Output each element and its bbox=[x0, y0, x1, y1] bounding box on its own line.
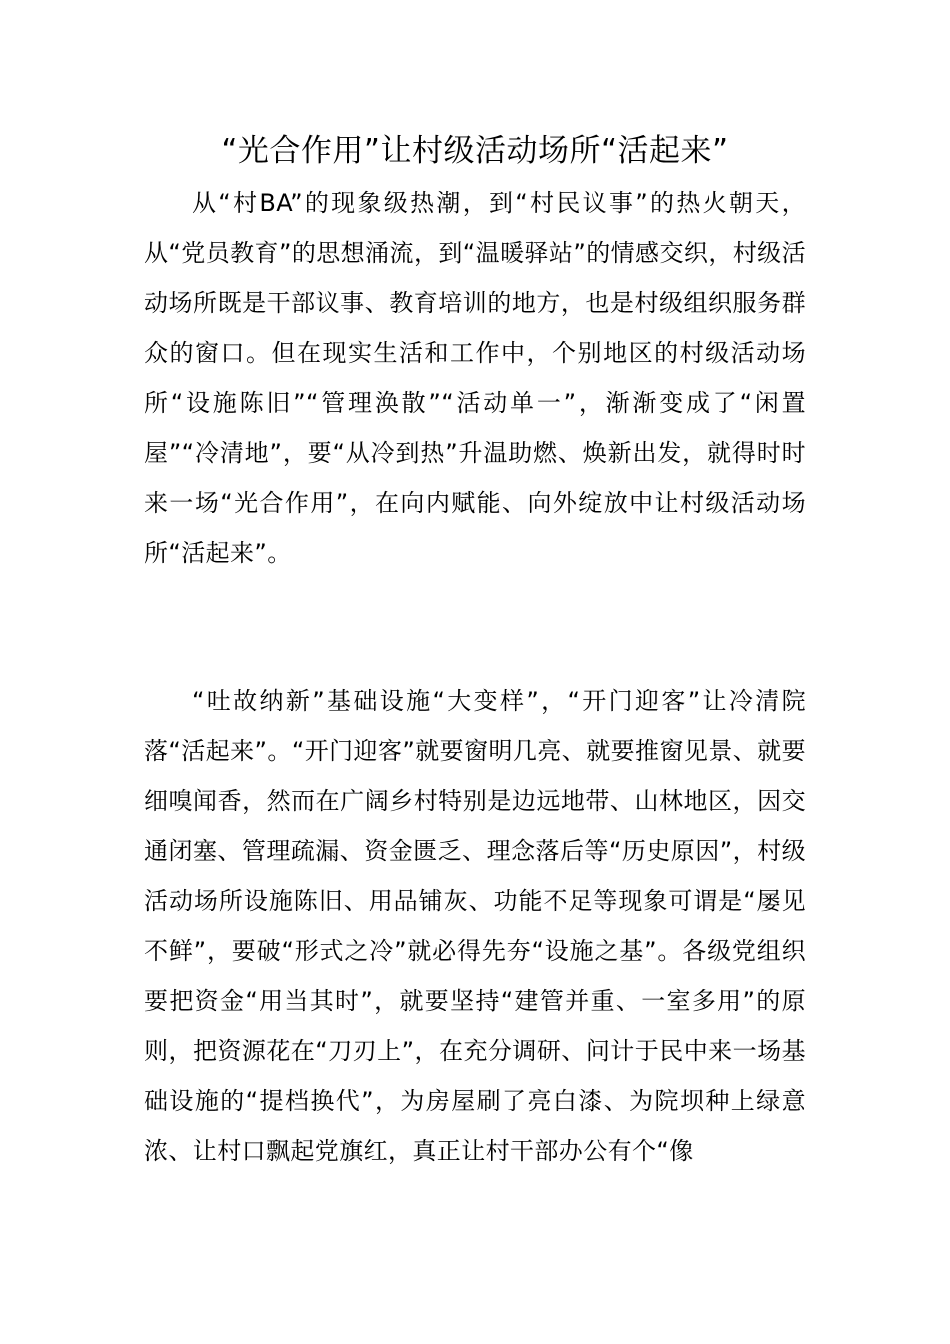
paragraph-infrastructure: “吐故纳新”基础设施“大变样”，“开门迎客”让冷清院落“活起来”。“开门迎客”就要窗明几亮、就要推窗见景、就要细嗅闻香，然而在广阔乡村特别是边远地带、山林地区，因交通闭塞、管理疏漏、资金匮乏、理念落后等“历史原因”，村级活动场所设施陈旧、用品铺灰、功能不足等现象可谓是“屡见不鲜”，要破“形式之冷”就必得先夯“设施之基”。各级党组织要把资金“用当其时”，就要坚持“建管并重、一室多用”的原则，把资源花在“刀刃上”，在充分调研、问计于民中来一场基础设施的“提档换代”，为房屋刷了亮白漆、为院坝种上绿意浓、让村口飘起党旗红，真正让村干部办公有个“像 bbox=[144, 687, 806, 1165]
paragraph-intro: 从“村BA”的现象级热潮，到“村民议事”的热火朝天，从“党员教育”的思想涌流，到“温暖驿站”的情感交织，村级活动场所既是干部议事、教育培训的地方，也是村级组织服务群众的窗口。但在现实生活和工作中，个别地区的村级活动场所“设施陈旧”“管理涣散”“活动单一”，渐渐变成了“闲置屋”“冷清地”，要“从冷到热”升温助燃、焕新出发，就得时时来一场“光合作用”，在向内赋能、向外绽放中让村级活动场所“活起来”。 bbox=[144, 189, 806, 567]
document-title: “光合作用”让村级活动场所“活起来” bbox=[221, 133, 729, 169]
